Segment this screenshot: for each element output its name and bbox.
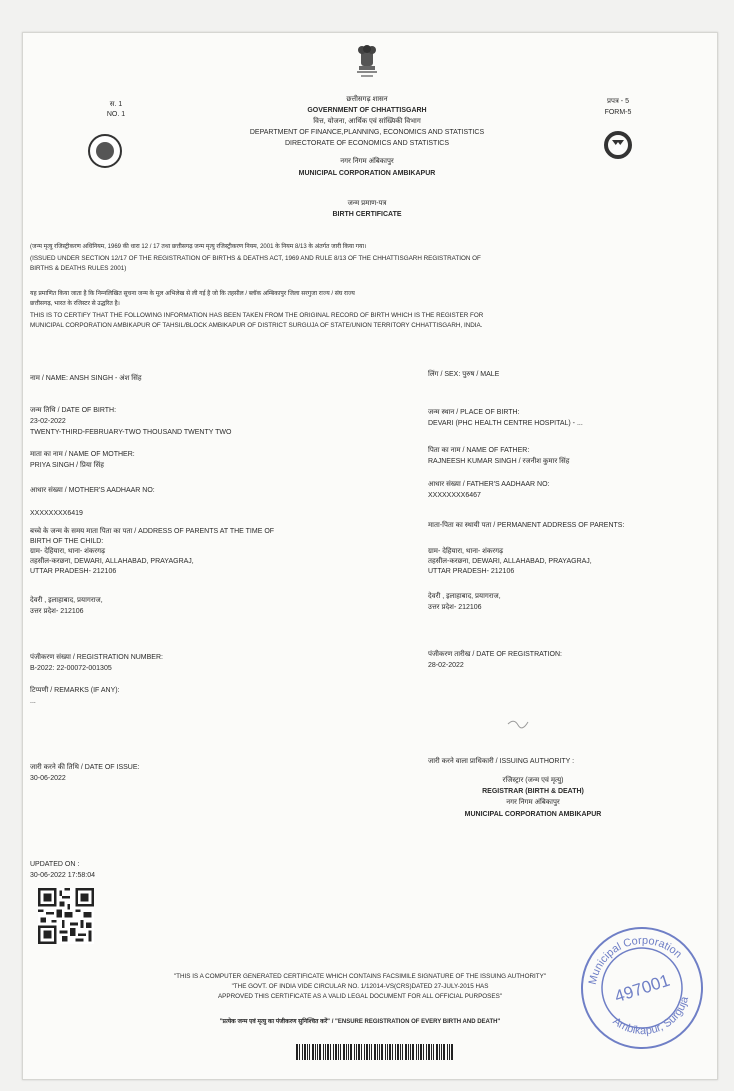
- state-emblem-icon: [352, 44, 382, 82]
- sex-value: लिंग / SEX: पुरुष / MALE: [428, 371, 500, 378]
- address-birth-line-5: उत्तर प्रदेश- 212106: [30, 608, 84, 615]
- certify-en-line-1: THIS IS TO CERTIFY THAT THE FOLLOWING INFORMATION HAS BEEN TAKEN FROM THE ORIGINAL RECORD OF BIRTH WHICH IS THE REGISTER FOR: [30, 312, 484, 319]
- disclaimer-line-3: APPROVED THIS CERTIFICATE AS A VALID LEGAL DOCUMENT FOR ALL OFFICIAL PURPOSES": [217, 993, 503, 1000]
- issuing-authority-label: जारी करने वाला प्राधिकारी / ISSUING AUTHORITY :: [428, 758, 575, 765]
- stamp-top-text: Municipal Corporation: [586, 934, 684, 986]
- registrar-title: REGISTRAR (BIRTH & DEATH): [482, 788, 584, 795]
- issue-date-label: जारी करने की तिथि / DATE OF ISSUE:: [30, 764, 140, 771]
- child-name: नाम / NAME: ANSH SINGH - अंश सिंह: [30, 375, 142, 382]
- address-perm-label: माता-पिता का स्थायी पता / PERMANENT ADDRESS OF PARENTS:: [428, 522, 625, 529]
- crs-logo-icon: [604, 130, 632, 160]
- corporation-name: MUNICIPAL CORPORATION AMBIKAPUR: [464, 811, 602, 818]
- disclaimer-line-1: "THIS IS A COMPUTER GENERATED CERTIFICATE WHICH CONTAINS FACSIMILE SIGNATURE OF THE ISSUING AUTHORITY": [173, 973, 547, 980]
- issued-under-hi: (जन्म मृत्यु रजिस्ट्रीकरण अधिनियम, 1969 की धारा 12 / 17 तथा छत्तीसगढ़ जन्म मृत्यु रजिस्ट्रीकरण नियम, 2001 के नियम 8/13 के अंतर्गत जारी किया गया।: [30, 244, 367, 250]
- registration-number-value: B-2022: 22-00072-001305: [30, 665, 112, 672]
- address-birth-line-4: देवरी , इलाहाबाद, प्रयागराज,: [30, 597, 103, 604]
- department-title: DEPARTMENT OF FINANCE,PLANNING, ECONOMICS AND STATISTICS: [249, 129, 485, 136]
- pob-label: जन्म स्थान / PLACE OF BIRTH:: [428, 409, 520, 416]
- number-label: NO. 1: [106, 111, 126, 118]
- corporation-stamp: [572, 918, 712, 1058]
- directorate-title: DIRECTORATE OF ECONOMICS AND STATISTICS: [285, 140, 449, 147]
- government-seal-icon: [88, 134, 122, 168]
- remarks-value: ...: [30, 698, 36, 705]
- issued-under-line-1: (ISSUED UNDER SECTION 12/17 OF THE REGISTRATION OF BIRTHS & DEATHS ACT, 1969 AND RULE 8/13 OF THE CHHATTISGARH REGISTRATION OF: [30, 255, 481, 262]
- mother-label: माता का नाम / NAME OF MOTHER:: [30, 451, 135, 458]
- corporation-title-hi: नगर निगम अंबिकापुर: [340, 158, 394, 165]
- certificate-title-hi: जन्म प्रमाण-पत्र: [347, 200, 387, 207]
- father-value: RAJNEESH KUMAR SINGH / रजनीश कुमार सिंह: [428, 458, 570, 465]
- address-perm-line-1: ग्राम- देहियारा, थाना- शंकरगढ़: [428, 548, 504, 555]
- mother-aadhaar-label: आधार संख्या / MOTHER'S AADHAAR NO:: [30, 487, 155, 494]
- certify-hi-line-2: छत्तीसगढ़, भारत के रजिस्टर से उद्धरित है।: [30, 301, 120, 307]
- father-aadhaar-value: XXXXXXXX6467: [428, 492, 481, 499]
- address-perm-line-5: उत्तर प्रदेश- 212106: [428, 604, 482, 611]
- certificate-title: BIRTH CERTIFICATE: [332, 211, 402, 218]
- mother-aadhaar-value: XXXXXXXX6419: [30, 510, 83, 517]
- form-label-hi: प्रपत्र - 5: [607, 98, 629, 105]
- registration-date-label: पंजीकरण तारीख / DATE OF REGISTRATION:: [428, 651, 562, 658]
- address-birth-line-3: UTTAR PRADESH- 212106: [30, 568, 117, 575]
- address-birth-line-1: ग्राम- देहियारा, थाना- शंकरगढ़: [30, 548, 106, 555]
- facsimile-signature: [506, 716, 534, 730]
- certify-en-line-2: MUNICIPAL CORPORATION AMBIKAPUR OF TAHSIL/BLOCK AMBIKAPUR OF DISTRICT SURGUJA OF STATE/UNION TERRITORY CHHATTISGARH, INDIA.: [30, 322, 483, 329]
- father-aadhaar-label: आधार संख्या / FATHER'S AADHAAR NO:: [428, 481, 550, 488]
- updated-value: 30-06-2022 17:58:04: [30, 872, 95, 879]
- certify-hi-line-1: यह प्रमाणित किया जाता है कि निम्नलिखित सूचना जन्म के मूल अभिलेख से ली गई है जो कि तहसील / ब्लॉक अम्बिकापुर जिला सरगुजा राज्य / संघ राज्य: [30, 291, 355, 297]
- qr-code-icon: [38, 888, 94, 944]
- dob-words: TWENTY-THIRD-FEBRUARY-TWO THOUSAND TWENTY TWO: [30, 429, 232, 436]
- issued-under-line-2: BIRTHS & DEATHS RULES 2001): [30, 265, 127, 272]
- barcode-icon: [296, 1044, 456, 1060]
- registrar-title-hi: रजिस्ट्रार (जन्म एवं मृत्यु): [502, 777, 564, 784]
- corporation-title: MUNICIPAL CORPORATION AMBIKAPUR: [298, 170, 436, 177]
- father-label: पिता का नाम / NAME OF FATHER:: [428, 447, 530, 454]
- registration-number-label: पंजीकरण संख्या / REGISTRATION NUMBER:: [30, 654, 163, 661]
- stamp-bottom-text: Ambikapur, Surguja: [610, 995, 692, 1038]
- disclaimer-line-2: "THE GOVT. OF INDIA VIDE CIRCULAR NO. 1/12014-VS(CRS)DATED 27-JULY-2015 HAS: [231, 983, 489, 990]
- dob-label: जन्म तिथि / DATE OF BIRTH:: [30, 407, 117, 414]
- remarks-label: टिप्पणी / REMARKS (IF ANY):: [30, 687, 120, 694]
- address-perm-line-3: UTTAR PRADESH- 212106: [428, 568, 515, 575]
- address-perm-line-2: तहसील-करछना, DEWARI, ALLAHABAD, PRAYAGRAJ,: [428, 558, 592, 565]
- registration-date-value: 28-02-2022: [428, 662, 464, 669]
- mother-value: PRIYA SINGH / प्रिया सिंह: [30, 462, 104, 469]
- address-birth-line-2: तहसील-करछना, DEWARI, ALLAHABAD, PRAYAGRAJ,: [30, 558, 194, 565]
- address-birth-label-1: बच्चे के जन्म के समय माता पिता का पता / ADDRESS OF PARENTS AT THE TIME OF: [30, 528, 275, 535]
- address-birth-label-2: BIRTH OF THE CHILD:: [30, 538, 104, 545]
- government-title: GOVERNMENT OF CHHATTISGARH: [307, 107, 427, 114]
- registration-slogan: "प्रत्येक जन्म एवं मृत्यु का पंजीकरण सुनिश्चित करें" / "ENSURE REGISTRATION OF EVERY BIRTH AND DEATH": [219, 1019, 501, 1025]
- number-label-hi: स. 1: [109, 101, 123, 108]
- issue-date-value: 30-06-2022: [30, 775, 66, 782]
- updated-label: UPDATED ON :: [30, 861, 80, 868]
- government-title-hi: छत्तीसगढ़ शासन: [346, 96, 388, 103]
- pob-value: DEVARI (PHC HEALTH CENTRE HOSPITAL) - ...: [428, 420, 583, 427]
- form-label: FORM-5: [604, 109, 632, 116]
- address-perm-line-4: देवरी , इलाहाबाद, प्रयागराज,: [428, 593, 501, 600]
- stamp-number: 497001: [612, 970, 673, 1007]
- department-title-hi: वित्त, योजना, आर्थिक एवं सांख्यिकी विभाग: [313, 118, 421, 125]
- corporation-name-hi: नगर निगम अंबिकापुर: [506, 799, 560, 806]
- svg-text:Municipal Corporation: [577, 922, 686, 989]
- dob-value: 23-02-2022: [30, 418, 66, 425]
